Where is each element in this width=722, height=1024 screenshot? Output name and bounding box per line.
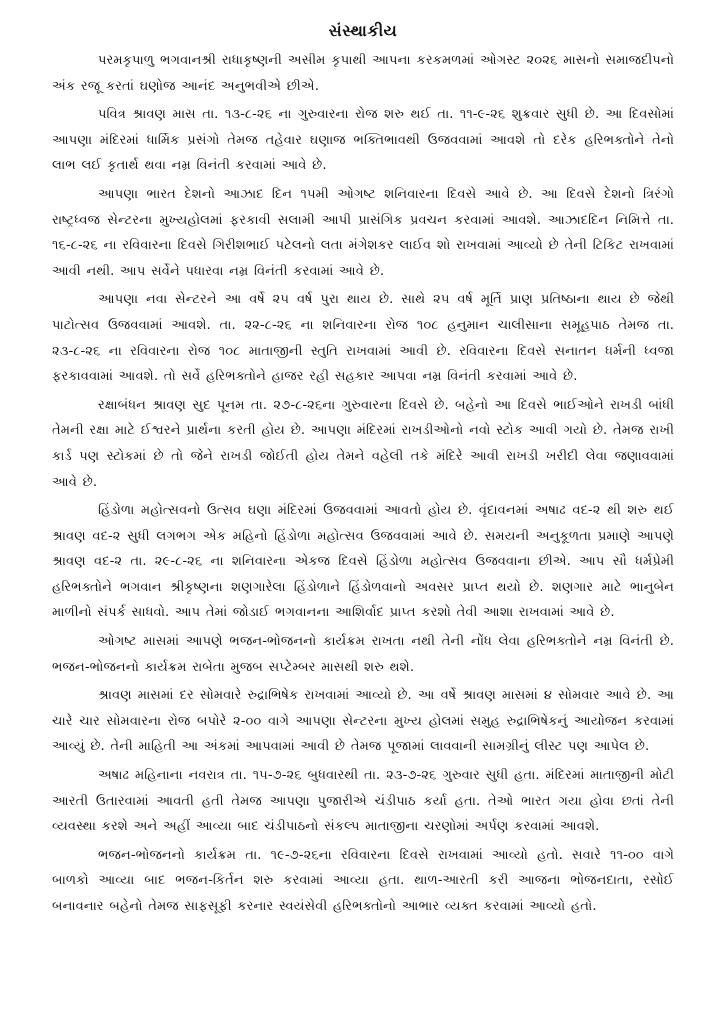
page-title: સંસ્થાકીય: [328, 21, 398, 40]
paragraph-rakshabandhan: રક્ષાબંધન શ્રાવણ સુદ પૂનમ તા. ૨૭-૮-૨૬ના ગુરુવારના દિવસે છે. બહેનો આ દિવસે ભાઈઓને રાખડી બાંધી તેમની રક્ષા માટે ઈશ્વરને પ્રાર્થના કરતી હોય છે. આપણા મંદિરમાં રાખડીઓનો નવો સ્ટોક આવી ગયો છે. તેમજ રાખી કાર્ડ પણ સ્ટોકમાં છે તો જેને રાખડી જોઈતી હોય તેમને વહેલી તકે મંદિરે આવી રાખડી ખરીદી લેવા જણાવવામાં આવે છે.: [52, 397, 674, 490]
paragraph-bhajan-bhojan-report: ભજન-ભોજનનો કાર્યક્રમ તા. ૧૯-૭-૨૬ના રવિવારના દિવસે રાખવામાં આવ્યો હતો. સવારે ૧૧-૦૦ વાગે બાળકો આવ્યા બાદ ભજન-કિર્તન શરુ કરવામાં આવ્યા હતા. થાળ-આરતી કરી આજના ભોજનદાતા, રસોઈ બનાવનાર બહેનો તેમજ સાફસૂફી કરનાર સ્વયંસેવી હરિભક્તોનો આભાર વ્યક્ત કરવામાં આવ્યો હતો.: [52, 847, 674, 914]
paragraph-hindola-festival: હિંડોળા મહોત્સવનો ઉત્સવ ઘણા મંદિરમાં ઉજવવામાં આવતો હોય છે. વૃંદાવનમાં અષાઢ વદ-૨ થી શરુ થઈ શ્રાવણ વદ-૨ સુધી લગભગ એક મહિનો હિંડોળા મહોત્સવ ઉજવવામાં આવે છે. સમયની અનુકૂળતા પ્રમાણે આપણે શ્રાવણ વદ-૨ તા. ૨૯-૮-૨૬ ના શનિવારના એકજ દિવસે હિંડોળા મહોત્સવ ઉજવવાના છીએ. આપ સૌ ધર્મપ્રેમી હરિભક્તોને ભગવાન શ્રીકૃષ્ણના શણગારેલા હિંડોળાને હિંડોળવાનો અવસર પ્રાપ્ત થયો છે. શણગાર માટે ભાનુબેન માળીનો સંપર્ક સાધવો. આપ તેમાં જોડાઈ ભગવાનના આશિર્વાદ પ્રાપ્ત કરશો તેવી આશા રાખવામાં આવે છે.: [52, 503, 674, 621]
paragraph-bhajan-bhojan-notice: ઓગષ્ટ માસમાં આપણે ભજન-ભોજનનો કાર્યક્રમ રાખતા નથી તેની નોંધ લેવા હરિભક્તોને નમ્ર વિનંતી છે. ભજન-ભોજનનો કાર્યક્રમ રાબેતા મુજબ સપ્ટેમ્બર માસથી શરુ થશે.: [52, 634, 674, 675]
paragraph-independence-day: આપણા ભારત દેશનો આઝાદ દિન ૧૫મી ઓગષ્ટ શનિવારના દિવસે આવે છે. આ દિવસે દેશનો ત્રિરંગો રાષ્ટ્રધ્વજ સેન્ટરના મુખ્યહોલમાં ફરકાવી સલામી આપી પ્રાસંગિક પ્રવચન કરવામાં આવશે. આઝાદદિન નિમિત્તે તા. ૧૬-૮-૨૬ ના રવિવારના દિવસે ગિરીશભાઈ પટેલનો લતા મંગેશકર લાઈવ શો રાખવામાં આવ્યો છે તેની ટિકિટ રાખવામાં આવી નથી. આપ સર્વેને પધારવા નમ્ર વિનંતી કરવામાં આવે છે.: [52, 186, 674, 279]
paragraph-silver-jubilee: આપણા નવા સેન્ટરને આ વર્ષે ૨૫ વર્ષ પુરા થાય છે. સાથે ૨૫ વર્ષ મૂર્તિ પ્રાણ પ્રતિષ્ઠાના થાય છે જેથી પાટોત્સવ ઉજવવામાં આવશે. તા. ૨૨-૮-૨૬ ના શનિવારના રોજ ૧૦૮ હનુમાન ચાલીસાના સમૂહપાઠ તેમજ તા. ૨૩-૮-૨૬ ના રવિવારના રોજ ૧૦૮ માતાજીની સ્તુતિ રાખવામાં આવી છે. રવિવારના દિવસે સનાતન ધર્મની ધ્વજા ફરકાવવામાં આવશે. તો સર્વે હરિભક્તોને હાજર રહી સહકાર આપવા નમ્ર વિનંતી કરવામાં આવે છે.: [52, 292, 674, 385]
paragraph-shravan-month: પવિત્ર શ્રાવણ માસ તા. ૧૩-૮-૨૬ ના ગુરુવારના રોજ શરુ થઈ તા. ૧૧-૯-૨૬ શુક્રવાર સુધી છે. આ દિવસોમાં આપણા મંદિરમાં ધાર્મિક પ્રસંગો તેમજ તહેવાર ઘણાજ ભક્તિભાવથી ઉજવવામાં આવશે તો દરેક હરિભક્તોને તેનો લાભ લઈ કૃતાર્થ થવા નમ્ર વિનંતી કરવામાં આવે છે.: [52, 107, 674, 174]
paragraph-rudrabhishek: શ્રાવણ માસમાં દર સોમવારે રુદ્રાભિષેક રાખવામાં આવ્યો છે. આ વર્ષે શ્રાવણ માસમાં ૪ સોમવાર આવે છે. આ ચારે ચાર સોમવારના રોજ બપોરે ૨-૦૦ વાગે આપણા સેન્ટરના મુખ્ય હોલમાં સમુહ રુદ્રાભિષેકનું આયોજન કરવામાં આવ્યું છે. તેની માહિતી આ અંકમાં આપવામાં આવી છે તેમજ પૂજામાં લાવવાની સામગ્રીનું લીસ્ટ પણ આપેલ છે.: [52, 688, 674, 755]
paragraph-intro: પરમકૃપાળુ ભગવાનશ્રી રાધાકૃષ્ણની અસીમ કૃપાથી આપના કરકમળમાં ઓગસ્ટ ૨૦૨૬ માસનો સમાજદીપનો અંક રજૂ કરતાં ઘણોજ આનંદ અનુભવીએ છીએ.: [52, 53, 674, 94]
paragraph-navratri: અષાઢ મહિનાના નવરાત્ર તા. ૧૫-૭-૨૬ બુધવારથી તા. ૨૩-૭-૨૬ ગુરુવાર સુધી હતા. મંદિરમાં માતાજીની મોટી આરતી ઉતારવામાં આવતી હતી તેમજ આપણા પુજારીએ ચંડીપાઠ કર્યા હતા. તેઓ ભારત ગયા હોવા છતાં તેની વ્યવસ્થા કરશે અને અહીં આવ્યા બાદ ચંડીપાઠનો સંકલ્પ માતાજીના ચરણોમાં અર્પણ કરવામાં આવશે.: [52, 768, 674, 835]
